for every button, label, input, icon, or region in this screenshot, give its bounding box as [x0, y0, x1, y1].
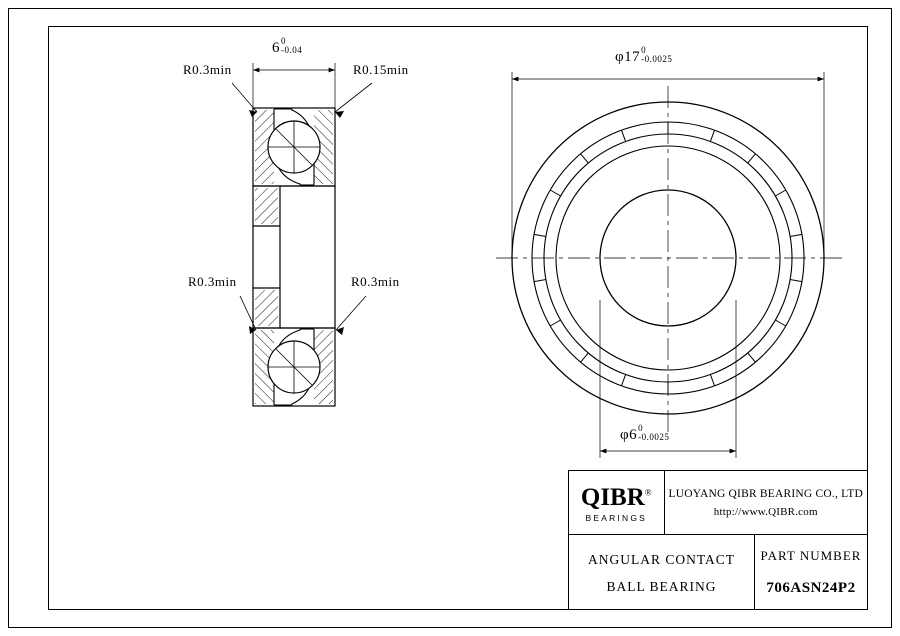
- section-view: [232, 63, 372, 406]
- bore-tol-lower: -0.0025: [638, 432, 670, 443]
- part-number-cell: [755, 535, 867, 610]
- bore-tol-upper: 0: [638, 423, 644, 433]
- od-tol-lower: -0.0025: [641, 54, 673, 65]
- chamfer-label-bottom-left: R0.3min: [188, 274, 237, 289]
- chamfer-label-top-right: R0.15min: [353, 62, 409, 77]
- company-name: LUOYANG QIBR BEARING CO., LTD: [668, 487, 863, 500]
- front-view: [496, 72, 842, 458]
- outer-diameter-label: φ17 0 -0.0025: [615, 45, 673, 66]
- bore-diameter-label: φ6 0 -0.0025: [620, 423, 670, 444]
- outer-ring-bottom: [253, 328, 335, 406]
- center-lines: [496, 86, 842, 432]
- width-tol-upper: 0: [281, 36, 286, 46]
- od-tol-upper: 0: [641, 45, 647, 55]
- logo-wordmark: QIBR®: [580, 483, 652, 511]
- chamfer-label-bottom-right: R0.3min: [351, 274, 400, 289]
- product-type-line2: BALL BEARING: [606, 578, 717, 594]
- logo-subtitle: BEARINGS: [585, 512, 648, 523]
- part-number-label: PART NUMBER: [760, 548, 862, 563]
- width-tol-lower: -0.04: [281, 45, 303, 56]
- phi-icon-bore: φ: [620, 427, 630, 444]
- title-block: [568, 470, 868, 610]
- outer-ring-top: [253, 108, 335, 186]
- product-type: [569, 535, 755, 610]
- company-logo: [569, 471, 665, 534]
- title-block-body: [569, 535, 867, 610]
- company-url: http://www.QIBR.com: [713, 505, 818, 518]
- registered-icon: ®: [644, 487, 652, 498]
- phi-icon: φ: [615, 49, 625, 66]
- product-type-line1: ANGULAR CONTACT: [587, 551, 736, 567]
- chamfer-label-top-left: R0.3min: [183, 62, 232, 77]
- company-info: [665, 488, 868, 518]
- inner-ring-body: [253, 186, 335, 328]
- part-number-value: 706ASN24P2: [766, 580, 856, 596]
- width-dimension-label: 6 0 -0.04: [272, 36, 303, 57]
- width-dimension: [253, 63, 335, 108]
- title-block-header: [569, 471, 867, 535]
